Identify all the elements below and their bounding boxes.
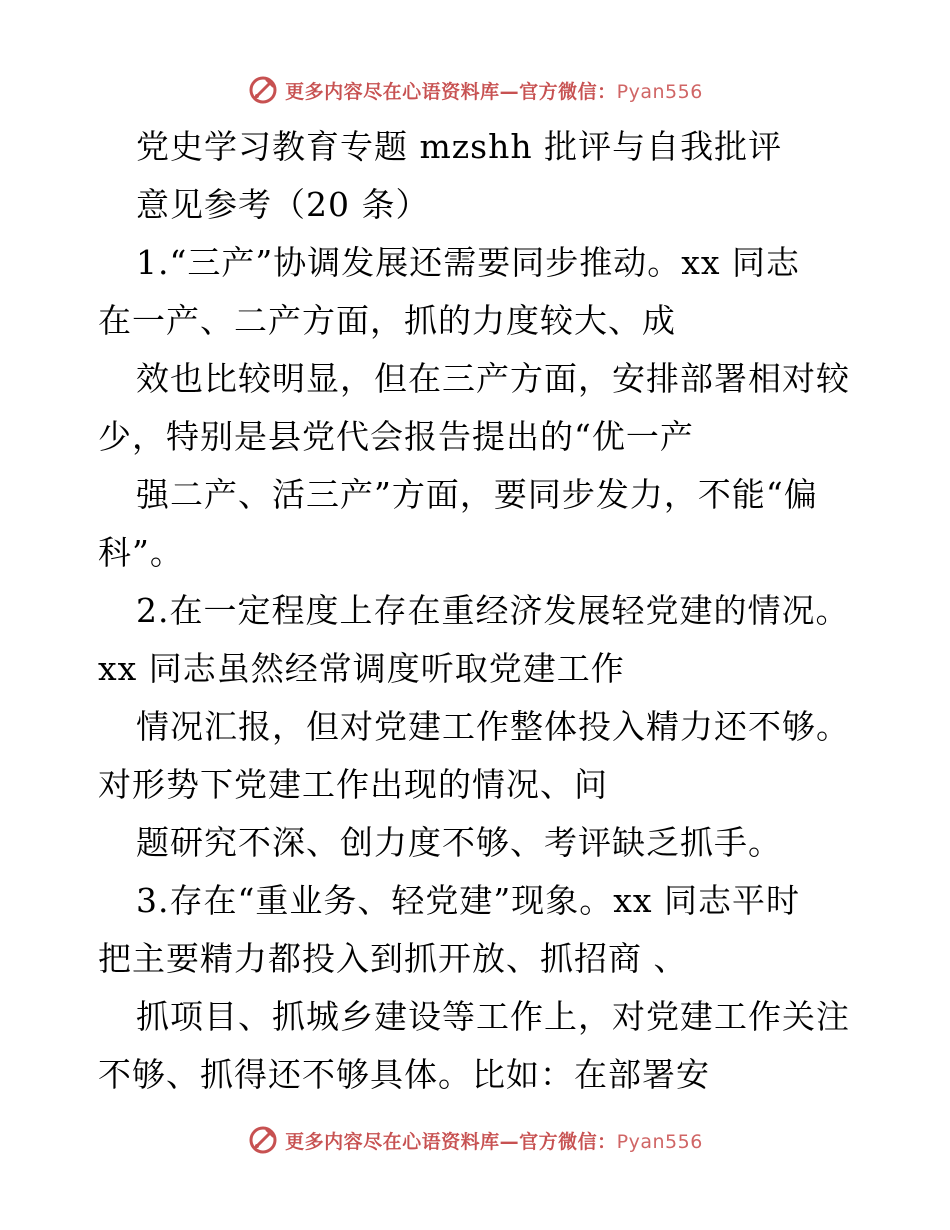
header-banner	[0, 70, 950, 110]
pen-logo-icon	[247, 1124, 279, 1156]
footer-banner-label: 更多内容尽在心语资料库—官方微信：	[285, 1130, 617, 1153]
doc-paragraph-line: 3.存在“重业务、轻党建”现象。xx 同志平时	[136, 881, 800, 920]
doc-paragraph-line: 情况汇报，但对党建工作整体投入精力还不够。	[136, 707, 850, 746]
doc-paragraph-line: xx 同志虽然经常调度听取党建工作	[98, 649, 625, 688]
header-banner-handle: Pyan556	[616, 80, 703, 103]
doc-title-line-2: 意见参考（20 条）	[136, 185, 430, 224]
doc-paragraph-line: 对形势下党建工作出现的情况、问	[98, 765, 608, 804]
doc-paragraph-line: 强二产、活三产”方面，要同步发力，不能“偏	[136, 475, 818, 514]
doc-paragraph-line: 科”。	[98, 533, 184, 572]
doc-paragraph-line: 把主要精力都投入到抓开放、抓招商 、	[98, 939, 688, 978]
footer-banner-inner	[247, 1124, 703, 1156]
doc-paragraph-line: 2.在一定程度上存在重经济发展轻党建的情况。	[136, 591, 850, 630]
header-banner-text	[285, 77, 703, 104]
doc-paragraph-line: 题研究不深、创力度不够、考评缺乏抓手。	[136, 823, 782, 862]
header-banner-inner	[247, 74, 703, 106]
doc-title-line-1: 党史学习教育专题 mzshh 批评与自我批评	[136, 127, 783, 166]
header-banner-label: 更多内容尽在心语资料库—官方微信：	[285, 80, 617, 103]
footer-banner-handle: Pyan556	[616, 1130, 703, 1153]
doc-paragraph-line: 不够、抓得还不够具体。比如：在部署安	[98, 1055, 710, 1094]
doc-paragraph-line: 1.“三产”协调发展还需要同步推动。xx 同志	[136, 243, 800, 282]
footer-banner	[0, 1120, 950, 1160]
footer-banner-text	[285, 1127, 703, 1154]
doc-paragraph-line: 少，特别是县党代会报告提出的“优一产	[98, 417, 694, 456]
doc-paragraph-line: 在一产、二产方面，抓的力度较大、成	[98, 301, 676, 340]
document-body	[98, 118, 858, 1104]
doc-paragraph-line: 抓项目、抓城乡建设等工作上，对党建工作关注	[136, 997, 850, 1036]
doc-paragraph-line: 效也比较明显，但在三产方面，安排部署相对较	[136, 359, 850, 398]
pen-logo-icon	[247, 74, 279, 106]
